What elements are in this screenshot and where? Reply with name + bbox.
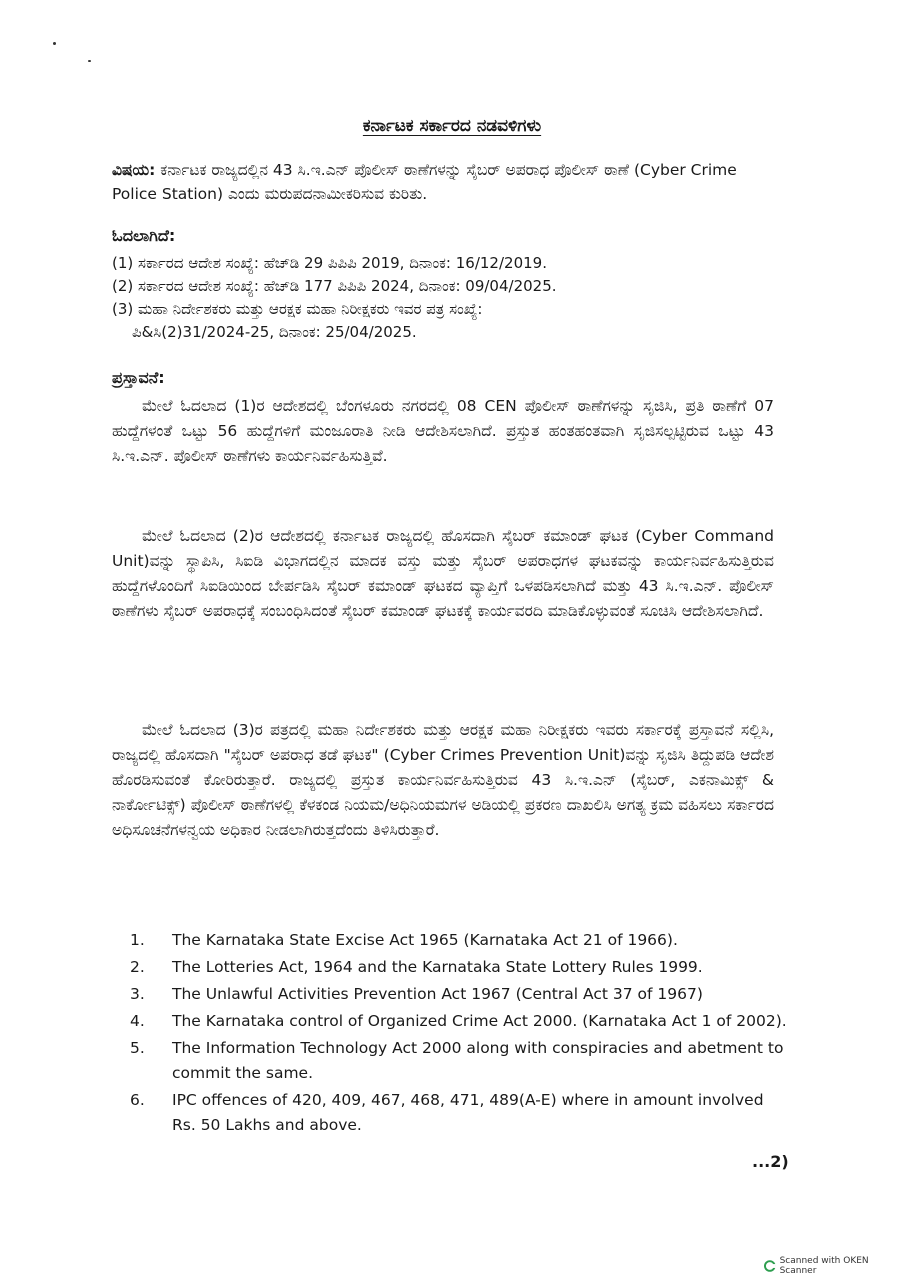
list-number: 3. xyxy=(130,985,145,1003)
scanner-watermark-text: Scanned with OKEN Scanner xyxy=(779,1256,869,1276)
list-text: The Unlawful Activities Prevention Act 1967 (Central Act 37 of 1967) xyxy=(172,985,703,1003)
acts-list xyxy=(130,928,790,1140)
list-text: IPC offences of 420, 409, 467, 468, 471, 489(A-E) where in amount involved Rs. 50 Lakhs and above. xyxy=(172,1091,764,1134)
list-item xyxy=(130,955,790,980)
scanner-watermark xyxy=(764,1256,904,1276)
list-item xyxy=(130,982,790,1007)
list-text: The Karnataka State Excise Act 1965 (Karnataka Act 21 of 1966). xyxy=(172,931,678,949)
subject-label: ವಿಷಯ: xyxy=(112,161,156,179)
references-list xyxy=(112,252,782,344)
references-heading: ಓದಲಾಗಿದೆ: xyxy=(112,226,176,245)
list-text: The Information Technology Act 2000 along with conspiracies and abetment to commit the same. xyxy=(172,1039,784,1082)
list-number: 6. xyxy=(130,1091,145,1109)
scanner-logo-icon xyxy=(764,1260,776,1272)
list-item xyxy=(130,1009,790,1034)
scan-speck xyxy=(53,42,56,45)
list-number: 1. xyxy=(130,931,145,949)
list-item xyxy=(130,1036,790,1086)
reference-item-continued: ಪಿ&ಸಿ(2)31/2024-25, ದಿನಾಂಕ: 25/04/2025. xyxy=(132,323,417,341)
page-continuation: ...2) xyxy=(752,1152,789,1171)
preamble-paragraph: ಮೇಲೆ ಓದಲಾದ (1)ರ ಆದೇಶದಲ್ಲಿ ಬೆಂಗಳೂರು ನಗರದಲ್ಲಿ 08 CEN ಪೊಲೀಸ್ ಠಾಣೆಗಳನ್ನು ಸೃಜಿಸಿ, ಪ್ರತಿ ಠಾಣೆಗೆ 07 ಹುದ್ದೆಗಳಂತೆ ಒಟ್ಟು 56 ಹುದ್ದೆಗಳಿಗೆ ಮಂಜೂರಾತಿ ನೀಡಿ ಆದೇಶಿಸಲಾಗಿದೆ. ಪ್ರಸ್ತುತ ಹಂತಹಂತವಾಗಿ ಸೃಜಿಸಲ್ಪಟ್ಟಿರುವ ಒಟ್ಟು 43 ಸಿ.ಇ.ಎನ್. ಪೊಲೀಸ್ ಠಾಣೆಗಳು ಕಾರ್ಯನಿರ್ವಹಿಸುತ್ತಿವೆ. xyxy=(112,397,774,465)
list-text: The Karnataka control of Organized Crime Act 2000. (Karnataka Act 1 of 2002). xyxy=(172,1012,787,1030)
list-number: 5. xyxy=(130,1039,145,1057)
subject-text: ಕರ್ನಾಟಕ ರಾಜ್ಯದಲ್ಲಿನ 43 ಸಿ.ಇ.ಎನ್ ಪೊಲೀಸ್ ಠಾಣೆಗಳನ್ನು ಸೈಬರ್ ಅಪರಾಧ ಪೊಲೀಸ್ ಠಾಣೆ (Cyber Crime Police Station) ಎಂದು ಮರುಪದನಾಮೀಕರಿಸುವ ಕುರಿತು. xyxy=(112,161,737,203)
list-number: 2. xyxy=(130,958,145,976)
reference-item: (2) ಸರ್ಕಾರದ ಆದೇಶ ಸಂಖ್ಯೆ: ಹೆಚ್‌ಡಿ 177 ಪಿಪಿಪಿ 2024, ದಿನಾಂಕ: 09/04/2025. xyxy=(112,277,557,295)
list-text: The Lotteries Act, 1964 and the Karnataka State Lottery Rules 1999. xyxy=(172,958,703,976)
reference-item: (3) ಮಹಾ ನಿರ್ದೇಶಕರು ಮತ್ತು ಆರಕ್ಷಕ ಮಹಾ ನಿರೀಕ್ಷಕರು ಇವರ ಪತ್ರ ಸಂಖ್ಯೆ: xyxy=(112,300,483,318)
scan-speck xyxy=(88,60,91,62)
list-number: 4. xyxy=(130,1012,145,1030)
preamble-paragraph: ಮೇಲೆ ಓದಲಾದ (2)ರ ಆದೇಶದಲ್ಲಿ ಕರ್ನಾಟಕ ರಾಜ್ಯದಲ್ಲಿ ಹೊಸದಾಗಿ ಸೈಬರ್ ಕಮಾಂಡ್ ಘಟಕ (Cyber Command Unit)ವನ್ನು ಸ್ಥಾಪಿಸಿ, ಸಿಐಡಿ ವಿಭಾಗದಲ್ಲಿನ ಮಾದಕ ವಸ್ತು ಮತ್ತು ಸೈಬರ್ ಅಪರಾಧಗಳ ಘಟಕವನ್ನು ಕಾರ್ಯನಿರ್ವಹಿಸುತ್ತಿರುವ ಹುದ್ದೆಗಳೊಂದಿಗೆ ಸಿಐಡಿಯಿಂದ ಬೇರ್ಪಡಿಸಿ ಸೈಬರ್ ಕಮಾಂಡ್ ಘಟಕದ ವ್ಯಾಪ್ತಿಗೆ ಒಳಪಡಿಸಲಾಗಿದೆ ಮತ್ತು 43 ಸಿ.ಇ.ಎನ್. ಪೊಲೀಸ್ ಠಾಣೆಗಳು ಸೈಬರ್ ಅಪರಾಧಕ್ಕೆ ಸಂಬಂಧಿಸಿದಂತೆ ಸೈಬರ್ ಕಮಾಂಡ್ ಘಟಕಕ್ಕೆ ಕಾರ್ಯವರದಿ ಮಾಡಿಕೊಳ್ಳುವಂತೆ ಸೂಚಿಸಿ ಆದೇಶಿಸಲಾಗಿದೆ. xyxy=(112,527,774,620)
list-item xyxy=(130,928,790,953)
preamble-paragraph: ಮೇಲೆ ಓದಲಾದ (3)ರ ಪತ್ರದಲ್ಲಿ ಮಹಾ ನಿರ್ದೇಶಕರು ಮತ್ತು ಆರಕ್ಷಕ ಮಹಾ ನಿರೀಕ್ಷಕರು ಇವರು ಸರ್ಕಾರಕ್ಕೆ ಪ್ರಸ್ತಾವನೆ ಸಲ್ಲಿಸಿ, ರಾಜ್ಯದಲ್ಲಿ ಹೊಸದಾಗಿ "ಸೈಬರ್ ಅಪರಾಧ ತಡೆ ಘಟಕ" (Cyber Crimes Prevention Unit)ವನ್ನು ಸೃಜಿಸಿ ತಿದ್ದುಪಡಿ ಆದೇಶ ಹೊರಡಿಸುವಂತೆ ಕೋರಿರುತ್ತಾರೆ. ರಾಜ್ಯದಲ್ಲಿ ಪ್ರಸ್ತುತ ಕಾರ್ಯನಿರ್ವಹಿಸುತ್ತಿರುವ 43 ಸಿ.ಇ.ಎನ್ (ಸೈಬರ್, ಎಕನಾಮಿಕ್ಸ್ & ನಾರ್ಕೋಟಿಕ್ಸ್) ಪೊಲೀಸ್ ಠಾಣೆಗಳಲ್ಲಿ ಕೆಳಕಂಡ ನಿಯಮ/ಅಧಿನಿಯಮಗಳ ಅಡಿಯಲ್ಲಿ ಪ್ರಕರಣ ದಾಖಲಿಸಿ ಅಗತ್ಯ ಕ್ರಮ ವಹಿಸಲು ಸರ್ಕಾರದ ಅಧಿಸೂಚನೆಗಳನ್ವಯ ಅಧಿಕಾರ ನೀಡಲಾಗಿರುತ್ತದೆಂದು ತಿಳಿಸಿರುತ್ತಾರೆ. xyxy=(112,721,774,839)
page-title: ಕರ್ನಾಟಕ ಸರ್ಕಾರದ ನಡವಳಿಗಳು xyxy=(362,116,542,136)
list-item xyxy=(130,1088,790,1138)
reference-item: (1) ಸರ್ಕಾರದ ಆದೇಶ ಸಂಖ್ಯೆ: ಹೆಚ್‌ಡಿ 29 ಪಿಪಿಪಿ 2019, ದಿನಾಂಕ: 16/12/2019. xyxy=(112,254,547,272)
preamble-heading: ಪ್ರಸ್ತಾವನೆ: xyxy=(112,368,165,387)
subject xyxy=(112,158,772,206)
